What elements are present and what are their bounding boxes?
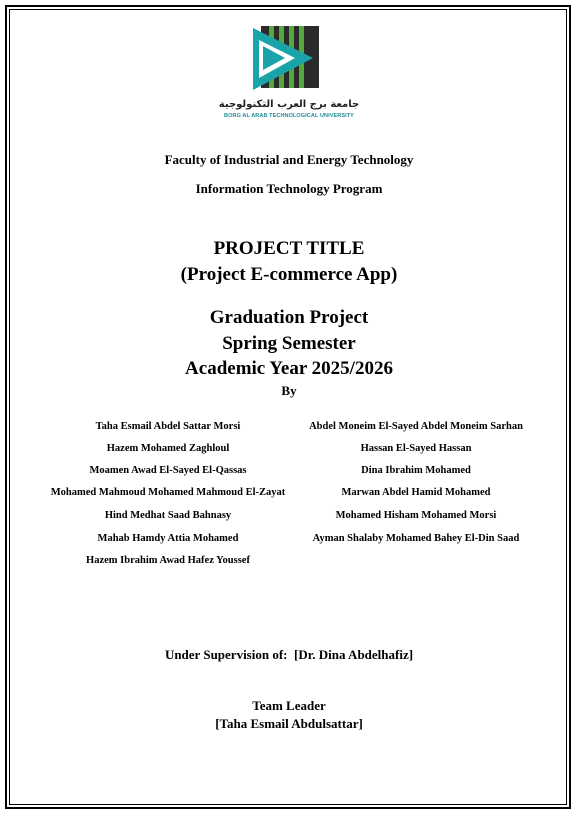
team-leader-label: Team Leader: [252, 698, 326, 713]
supervision-label: Under Supervision of:: [164, 647, 288, 662]
team-leader-name: [Taha Esmail Abdulsattar]: [215, 716, 363, 731]
project-type: Graduation Project: [209, 307, 369, 328]
project-title: (Project E-commerce App): [180, 264, 398, 285]
member-left-1: Taha Esmail Abdel Sattar Morsi: [95, 421, 241, 432]
member-left-2: Hazem Mohamed Zaghloul: [106, 443, 230, 454]
page-border-inner: [9, 9, 567, 805]
university-arabic-name: جامعة برج العرب التكنولوجية: [218, 99, 360, 110]
program-name: Information Technology Program: [195, 181, 383, 196]
project-semester: Spring Semester: [222, 333, 356, 354]
member-right-5: Mohamed Hisham Mohamed Morsi: [335, 510, 497, 521]
university-english-name: BORG AL ARAB TECHNOLOGICAL UNIVERSITY: [224, 113, 354, 119]
member-left-5: Hind Medhat Saad Bahnasy: [104, 510, 232, 521]
by-label: By: [281, 383, 297, 398]
supervision-line: [0, 647, 578, 663]
faculty-name: Faculty of Industrial and Energy Technology: [164, 152, 414, 167]
member-right-4: Marwan Abdel Hamid Mohamed: [341, 487, 491, 498]
university-logo: [249, 24, 327, 94]
academic-year: Academic Year 2025/2026: [185, 358, 393, 379]
member-right-3: Dina Ibrahim Mohamed: [361, 465, 471, 476]
member-left-6: Mahab Hamdy Attia Mohamed: [97, 533, 239, 544]
member-right-1: Abdel Moneim El-Sayed Abdel Moneim Sarhan: [309, 421, 523, 432]
member-right-2: Hassan El-Sayed Hassan: [360, 443, 472, 454]
member-left-4: Mohamed Mahmoud Mohamed Mahmoud El-Zayat: [50, 487, 286, 498]
supervisor-name: [Dr. Dina Abdelhafiz]: [294, 647, 414, 662]
member-right-6: Ayman Shalaby Mohamed Bahey El-Din Saad: [312, 533, 520, 544]
member-left-3: Moamen Awad El-Sayed El-Qassas: [89, 465, 247, 476]
member-left-7: Hazem Ibrahim Awad Hafez Youssef: [86, 555, 250, 566]
project-title-label: PROJECT TITLE: [213, 238, 365, 259]
